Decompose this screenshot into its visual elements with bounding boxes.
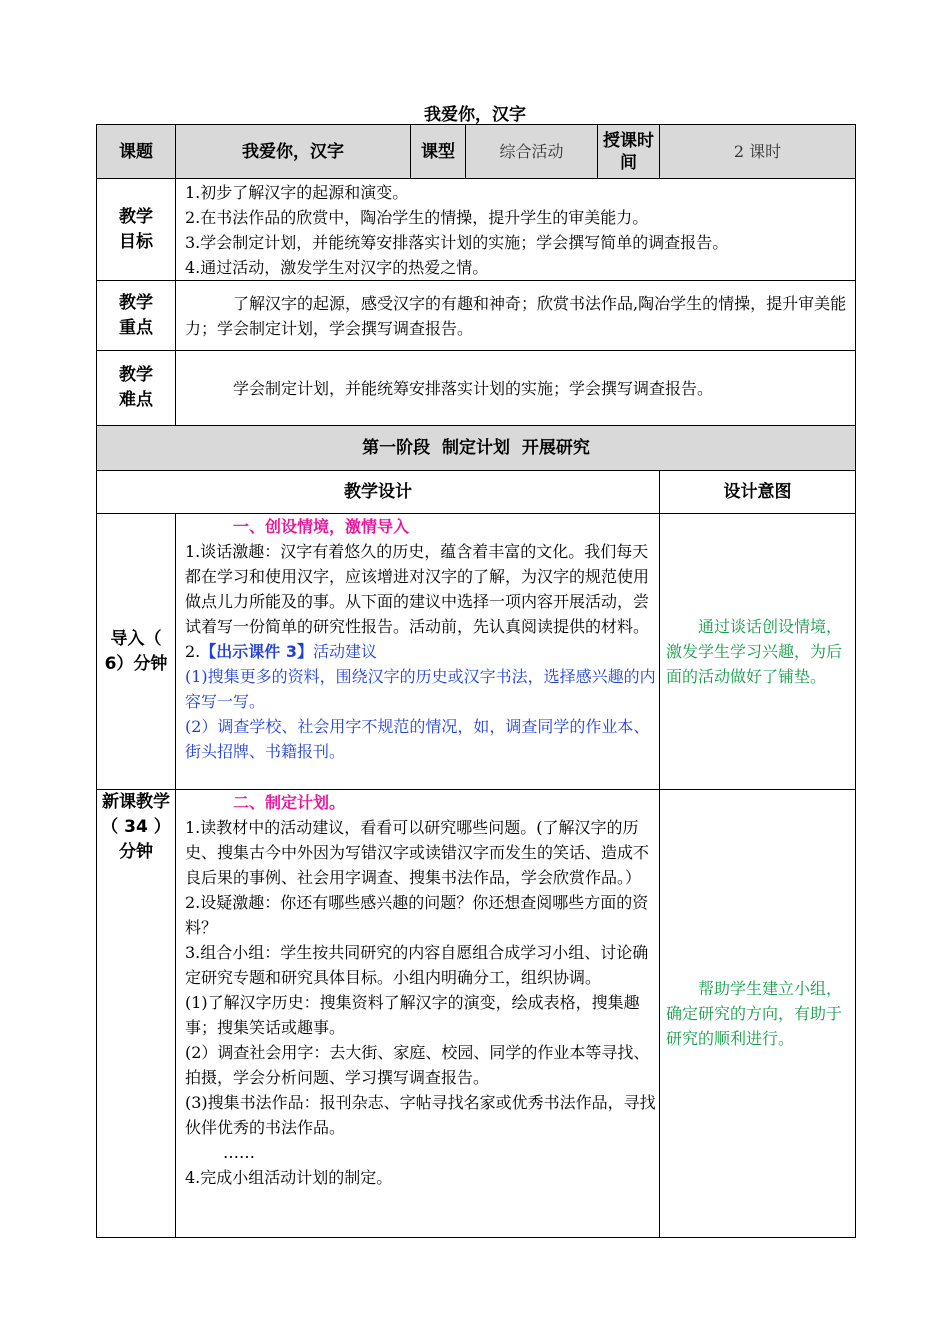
document-title: 我爱你，汉字 bbox=[424, 105, 526, 125]
sub-step-3: (3)搜集书法作品：报刊杂志、字帖寻找名家或优秀书法作品，寻找伙伴优秀的书法作品。 bbox=[185, 1093, 656, 1137]
difficulties-label: 教学难点 bbox=[97, 351, 176, 426]
type-value: 综合活动 bbox=[466, 125, 598, 179]
difficulties-content bbox=[176, 351, 856, 426]
new-lesson-content bbox=[176, 790, 660, 1238]
sub-step-2: (2）调查社会用字：去大街、家庭、校园、同学的作业本等寻找、拍摄，学会分析问题、学习撰写调查报告。 bbox=[185, 1043, 650, 1087]
difficulties-row bbox=[97, 351, 856, 426]
time-label: 授课时间 bbox=[598, 125, 660, 179]
intro-paragraph: 1.谈话激趣：汉字有着悠久的历史，蕴含着丰富的文化。我们每天都在学习和使用汉字，应该增进对汉字的了解，为汉字的规范使用做点儿力所能及的事。从下面的建议中选择一项内容开展活动，尝试着写一份简单的研究性报告。活动前，先认真阅读提供的材料。 bbox=[185, 542, 650, 636]
intro-intent: 通过谈话创设情境，激发学生学习兴趣，为后面的活动做好了铺垫。 bbox=[660, 514, 856, 790]
step-3: 3.组合小组：学生按共同研究的内容自愿组合成学习小组、讨论确定研究专题和研究具体目标。小组内明确分工，组织协调。 bbox=[185, 943, 649, 987]
time-value: 2 课时 bbox=[660, 125, 856, 179]
design-column-header: 教学设计 bbox=[97, 471, 660, 514]
objectives-content bbox=[176, 179, 856, 281]
step-4: 4.完成小组活动计划的制定。 bbox=[185, 1168, 393, 1187]
sub-step-1: (1)了解汉字历史：搜集资料了解汉字的演变，绘成表格，搜集趣事；搜集笑话或趣事。 bbox=[185, 993, 640, 1037]
step-2: 2.设疑激趣：你还有哪些感兴趣的问题？你还想查阅哪些方面的资料？ bbox=[185, 893, 649, 937]
new-lesson-intent: 帮助学生建立小组，确定研究的方向，有助于研究的顺利进行。 bbox=[660, 790, 856, 1238]
lesson-plan-table bbox=[96, 124, 856, 1238]
intent-column-header: 设计意图 bbox=[660, 471, 856, 514]
intro-item-2 bbox=[185, 639, 657, 664]
stage-title: 第一阶段 制定计划 开展研究 bbox=[97, 426, 856, 471]
item-title: 活动建议 bbox=[312, 642, 377, 661]
key-points-text: 了解汉字的起源，感受汉字的有趣和神奇；欣赏书法作品,陶冶学生的情操，提升审美能力；学会制定计划，学会撰写调查报告。 bbox=[185, 293, 847, 338]
ellipsis: …… bbox=[223, 1143, 255, 1162]
intro-content bbox=[176, 514, 660, 790]
topic-value: 我爱你，汉字 bbox=[176, 125, 411, 179]
new-lesson-row bbox=[97, 790, 856, 1238]
stage-row bbox=[97, 426, 856, 471]
intro-heading: 一、创设情境，激情导入 bbox=[233, 517, 410, 536]
objective-item: 1.初步了解汉字的起源和演变。 bbox=[185, 182, 409, 202]
intro-label: 导入（ 6）分钟 bbox=[97, 514, 176, 790]
intro-row bbox=[97, 514, 856, 790]
key-points-row bbox=[97, 281, 856, 351]
header-row bbox=[97, 125, 856, 179]
courseware-tag: 【出示课件 3】 bbox=[200, 642, 313, 661]
type-label: 课型 bbox=[411, 125, 466, 179]
new-lesson-label: 新课教学（ 34 ）分钟 bbox=[97, 790, 176, 1238]
objectives-label: 教学目标 bbox=[97, 179, 176, 281]
suggestion-1: (1)搜集更多的资料，围绕汉字的历史或汉字书法，选择感兴趣的内容写一写。 bbox=[185, 667, 656, 711]
item-number: 2. bbox=[185, 642, 201, 661]
objective-item: 2.在书法作品的欣赏中，陶冶学生的情操，提升学生的审美能力。 bbox=[185, 207, 649, 227]
key-points-content bbox=[176, 281, 856, 351]
objective-item: 4.通过活动，激发学生对汉字的热爱之情。 bbox=[185, 257, 489, 277]
new-lesson-heading: 二、制定计划。 bbox=[233, 793, 346, 812]
key-points-label: 教学重点 bbox=[97, 281, 176, 351]
suggestion-2: (2）调查学校、社会用字不规范的情况，如，调查同学的作业本、街头招牌、书籍报刊。 bbox=[185, 717, 650, 761]
step-1: 1.读教材中的活动建议，看看可以研究哪些问题。(了解汉字的历史、搜集古今中外因为写错汉字或读错汉字而发生的笑话、造成不良后果的事例、社会用字调查、搜集书法作品，学会欣赏作品。） bbox=[185, 818, 650, 887]
difficulties-text: 学会制定计划，并能统筹安排落实计划的实施；学会撰写调查报告。 bbox=[233, 378, 714, 398]
topic-label: 课题 bbox=[97, 125, 176, 179]
objective-item: 3.学会制定计划，并能统筹安排落实计划的实施；学会撰写简单的调查报告。 bbox=[185, 232, 729, 252]
column-header-row bbox=[97, 471, 856, 514]
objectives-row bbox=[97, 179, 856, 281]
